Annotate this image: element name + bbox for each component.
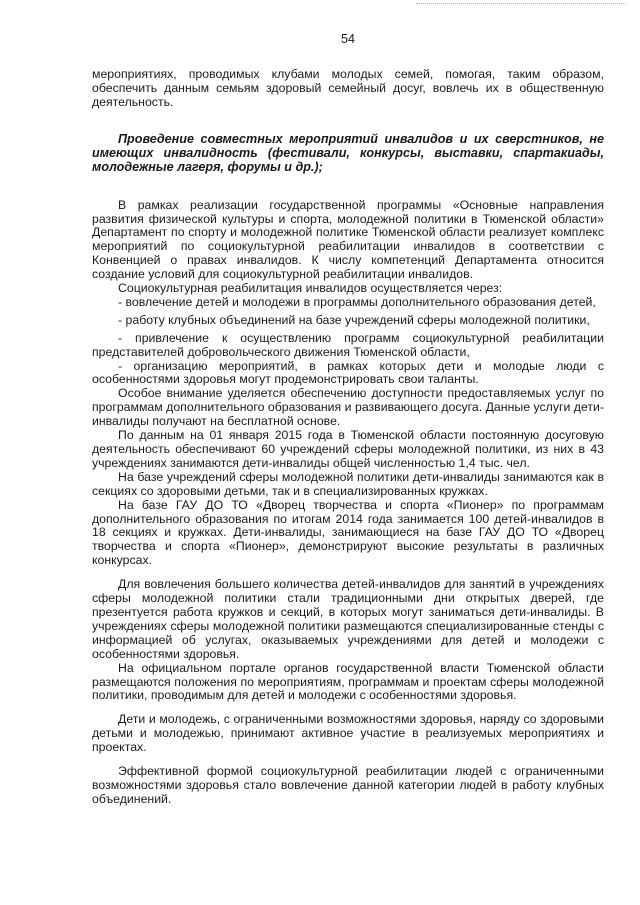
paragraph-3: Социокультурная реабилитация инвалидов осуществляется через: [118, 281, 503, 296]
scan-artifact [416, 3, 626, 7]
paragraph-6: На базе учреждений сферы молодежной политики дети-инвалиды занимаются как в секциях со здоровыми детьми, так и в специализированных кружках. [92, 469, 604, 498]
paragraph-2: В рамках реализации государственной программы «Основные направления развития физической культуры и спорта, молодежной политики в Тюменской области» Департамент по спорту и молодежной политике Тюменской области реализует комплекс мероприятий по социокультурной реабилитации инвалидов в соответствии с Конвенцией о правах инвалидов. К числу компетенций Департамента относится создание условий для социокультурной реабилитации инвалидов. [92, 197, 604, 282]
list-item-4: - организацию мероприятий, в рамках которых дети и молодые люди с особенностями здоровья могут продемонстрировать свои таланты. [92, 358, 604, 387]
page-number: 54 [341, 32, 355, 46]
section-heading: Проведение совместных мероприятий инвалидов и их сверстников, не имеющих инвалидность (фестивали, конкурсы, выставки, спартакиады, молодежные лагеря, форумы и др.); [92, 131, 604, 175]
paragraph-5: По данным на 01 января 2015 года в Тюменской области постоянную досуговую деятельность обеспечивают 60 учреждений сферы молодежной политики, из них в 43 учреждениях занимаются дети-инвалиды общей численностью 1,4 тыс. чел. [92, 428, 604, 470]
paragraph-10: Дети и молодежь, с ограниченными возможностями здоровья, наряду со здоровыми детьми и молодежью, принимают активное участие в реализуемых мероприятиях и проектах. [92, 712, 604, 755]
paragraph-8: Для вовлечения большего количества детей-инвалидов для занятий в учреждениях сферы молодежной политики стали традиционными дни открытых дверей, где презентуется работа кружков и секций, в которых могут заниматься дети-инвалиды. В учреждениях сферы молодежной политики размещаются специализированные стенды с информацией об услугах, оказываемых учреждениями для детей и молодежи с особенностями здоровья. [92, 577, 604, 661]
paragraph-9: На официальном портале органов государственной власти Тюменской области размещаются положения по мероприятиям, программам и проектам сферы молодежной политики, проводимым для детей и молодежи с особенностями здоровья. [92, 660, 604, 703]
paragraph-7: На базе ГАУ ДО ТО «Дворец творчества и спорта «Пионер» по программам дополнительного образования по итогам 2014 года занимается 100 детей-инвалидов в 18 секциях и кружках. Дети-инвалиды, занимающиеся на базе ГАУ ДО ТО «Дворец творчества и спорта «Пионер», демонстрируют высокие результаты в различных конкурсах. [92, 497, 604, 568]
list-item-3: - привлечение к осуществлению программ социокультурной реабилитации представителей добровольческого движения Тюменской области, [92, 330, 604, 359]
list-item-2: - работу клубных объединений на базе учреждений сферы молодежной политики, [118, 312, 590, 327]
list-item-1: - вовлечение детей и молодежи в программы дополнительного образования детей, [118, 294, 596, 309]
paragraph-11: Эффективной формой социокультурной реабилитации людей с ограниченными возможностями здоровья стало вовлечение данной категории людей в работу клубных объединений. [92, 764, 604, 806]
paragraph-1: мероприятиях, проводимых клубами молодых семей, помогая, таким образом, обеспечить данным семьям здоровый семейный досуг, вовлечь их в общественную деятельность. [92, 67, 604, 109]
paragraph-4: Особое внимание уделяется обеспечению доступности предоставляемых услуг по программам дополнительного образования и развивающего досуга. Данные услуги дети-инвалиды получают на бесплатной основе. [92, 386, 604, 429]
